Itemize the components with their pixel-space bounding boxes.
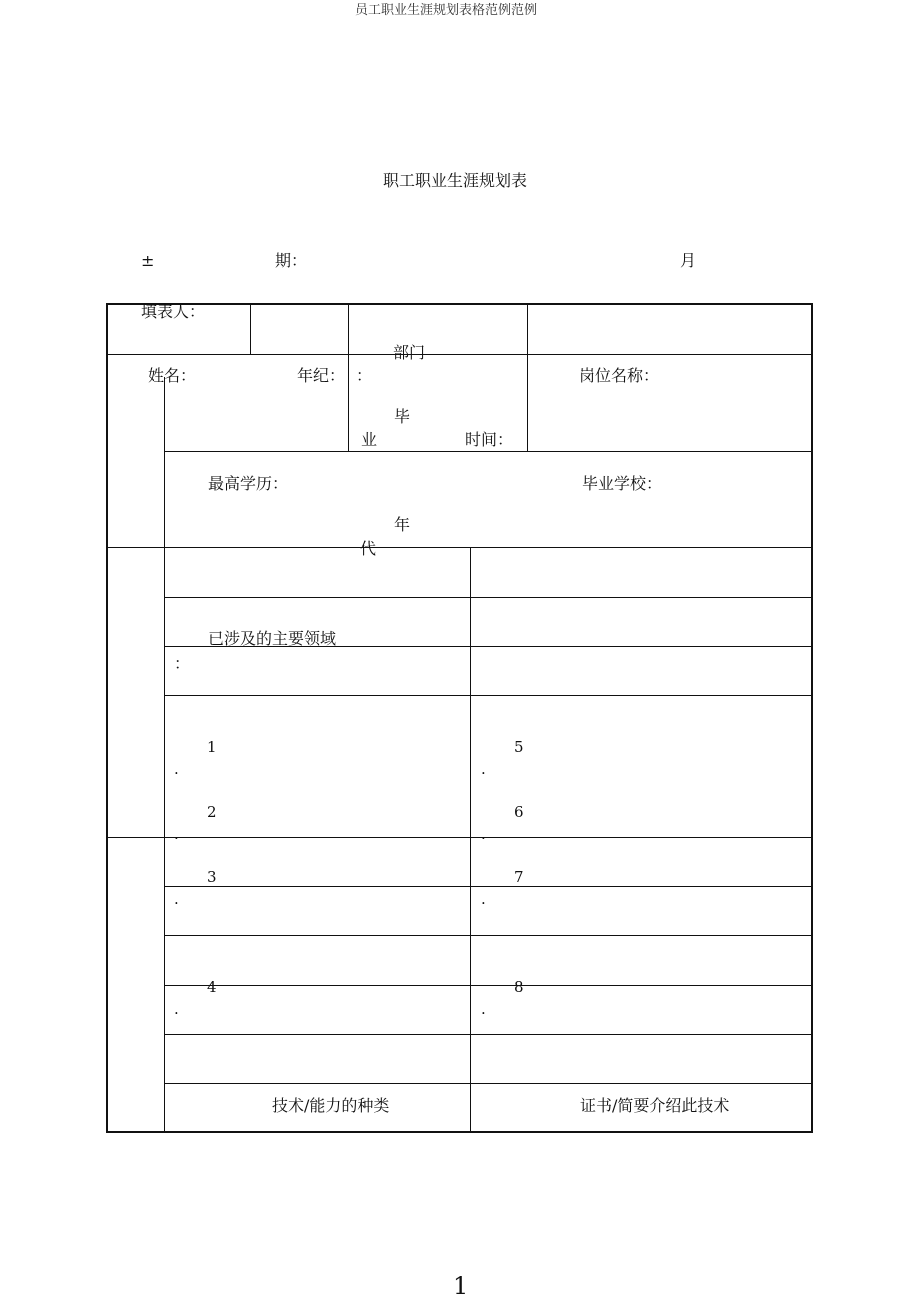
page-header: 员工职业生涯规划表格范例范例 [355,3,538,18]
graduate-school-label: 毕业学校： [582,474,663,493]
areas-colon: ： [174,654,191,673]
fill-date-fragment: ± [141,251,155,270]
highest-education-label: 最高学历： [208,474,289,493]
area-item-dot: . [174,1000,179,1018]
area-item-6: 6 [514,803,524,821]
graduation-char-2: 业 [361,430,378,449]
area-item-dot: . [481,1000,486,1018]
month-label: 月 [680,251,697,270]
page-number: 1 [453,1272,469,1300]
graduation-char-1: 毕 [394,407,411,426]
area-item-7: 7 [514,868,524,886]
area-item-dot: . [174,760,179,778]
area-item-3: 3 [207,868,217,886]
name-label: 姓名： [148,366,197,385]
area-item-1: 1 [207,738,217,756]
graduation-time-label: 时间： [465,430,514,449]
area-item-dot: . [481,890,486,908]
form-title: 职工职业生涯规划表 [383,171,528,190]
department-colon: ： [356,366,373,385]
certificate-header: 证书/简要介绍此技术 [580,1096,730,1115]
skill-type-header: 技术/能力的种类 [272,1096,390,1115]
age-label: 年纪： [297,366,346,385]
area-item-8: 8 [514,978,524,996]
area-item-dot: . [481,760,486,778]
area-item-4: 4 [207,978,217,996]
department-label: 部门 [393,343,426,362]
area-item-2: 2 [207,803,217,821]
area-item-dot: . [481,825,486,843]
era-char-1: 年 [394,515,411,534]
filler-label: 填表人： [141,302,206,321]
area-item-dot: . [174,825,179,843]
date-label: 期： [275,251,308,270]
position-label: 岗位名称： [579,366,660,385]
era-char-2: 代 [360,539,377,558]
area-item-5: 5 [514,738,524,756]
area-item-dot: . [174,890,179,908]
areas-label: 已涉及的主要领域 [208,629,337,648]
